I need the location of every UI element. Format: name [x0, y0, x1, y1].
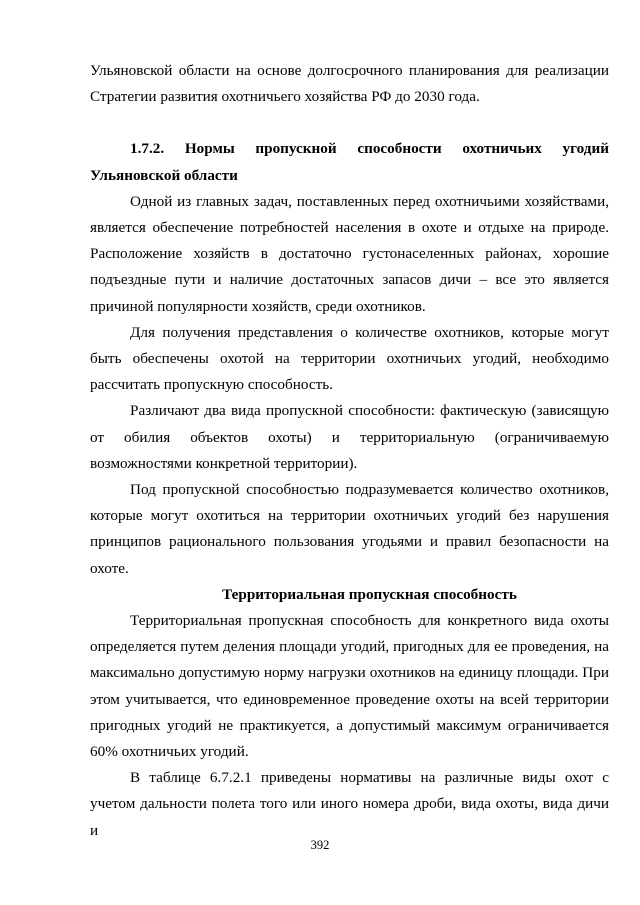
body-paragraph: Для получения представления о количестве охотников, которые могут быть обеспечены охотой на территории охотничьих угодий, необходимо рассчитать пропускную способность.	[90, 323, 609, 394]
body-paragraph: Различают два вида пропускной способности: фактическую (зависящую от обилия объектов охоты) и территориальную (ограничиваемую возможностями конкретной территории).	[90, 402, 609, 472]
body-paragraph: Территориальная пропускная способность для конкретного вида охоты определяется путем деления площади угодий, пригодных для ее проведения, на максимально допустимую норму нагрузки охотников на единицу площади. При этом учитывается, что единовременное проведение охоты на всей территории пригодных угодий не практикуется, а допустимый максимум ограничивается 60% охотничьих угодий.	[90, 612, 609, 761]
page-body	[90, 58, 609, 844]
spacer	[90, 110, 609, 136]
body-paragraph: Под пропускной способностью подразумевается количество охотников, которые могут охотиться на территории охотничьих угодий без нарушения принципов рационального пользования угодьями и правил безопасности на охоте.	[90, 481, 609, 577]
intro-paragraph: Ульяновской области на основе долгосрочного планирования для реализации Стратегии развития охотничьего хозяйства РФ до 2030 года.	[90, 62, 609, 106]
page-number: 392	[310, 838, 330, 852]
body-paragraph: В таблице 6.7.2.1 приведены нормативы на различные виды охот с учетом дальности полета того или иного номера дроби, вида охоты, вида дичи и	[90, 769, 609, 839]
body-paragraph: Одной из главных задач, поставленных перед охотничьими хозяйствами, является обеспечение потребностей населения в охоте и отдыхе на природе. Расположение хозяйств в достаточно густонаселенных районах, хорошие подъездные пути и наличие достаточных запасов дичи – все это является причиной популярности хозяйств, среди охотников.	[90, 192, 609, 315]
subsection-heading: Территориальная пропускная способность	[222, 585, 517, 603]
section-heading: 1.7.2. Нормы пропускной способности охотничьих угодий Ульяновской области	[90, 140, 609, 184]
